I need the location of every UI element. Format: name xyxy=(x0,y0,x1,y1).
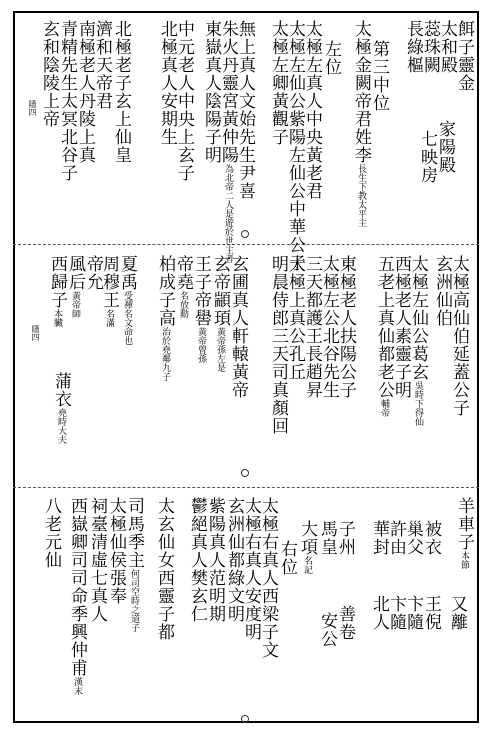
text-column: 太極仙侯張奉 xyxy=(106,497,126,605)
text-column: 王子帝嚳黃帝曾孫 xyxy=(191,255,211,363)
text-column: 右位 xyxy=(277,540,297,576)
annotation: 本節 xyxy=(459,551,469,569)
text-column: 太極左仙公葛玄吳時下得仙 xyxy=(408,255,428,426)
binding-hole xyxy=(241,469,249,477)
text-column: 西極老人素靈子明 xyxy=(391,255,411,399)
annotation: 輔帝 xyxy=(379,399,389,417)
text-column: 玄和陰陵上帝 xyxy=(39,20,59,128)
text-column: 太極左真人中央黃老君 xyxy=(302,20,322,200)
text-column: 太和殿 xyxy=(437,20,457,74)
annotation: 本臟 xyxy=(52,309,62,327)
text-column: 八老元仙 xyxy=(41,497,61,569)
text-column: 朱火丹靈宮黃仲陽為北帝二人是遊於世主者 xyxy=(218,20,238,263)
text-column: 太極右真人西梁子文 xyxy=(258,497,278,659)
text-column: 中元老人中央上玄子 xyxy=(174,20,194,182)
annotation: 何司空時之道子 xyxy=(129,569,139,632)
text-column: 蕊珠闕 xyxy=(420,20,440,74)
annotation: 為北帝二人是遊於世主者 xyxy=(223,164,233,263)
annotation: 堯時大夫 xyxy=(56,408,66,444)
text-column: 風后黃帝師 xyxy=(65,255,85,318)
text-column: 玄帝顓頊黃帝孫左是 xyxy=(210,255,230,372)
section-divider xyxy=(13,487,479,488)
text-column: 卞隨 xyxy=(403,595,423,631)
text-column: 太極金闕帝君姓李長生下教太平主 xyxy=(351,20,371,227)
text-column: 太極右真人安度明 xyxy=(241,497,261,641)
text-column: 玄圃真人軒轅黃帝 xyxy=(228,255,248,399)
text-column: 明晨侍郎三天司真顏回 xyxy=(268,255,288,435)
text-column: 東極老人扶陽公子 xyxy=(336,255,356,399)
text-column: 柏成子高治於堯鄰九子 xyxy=(155,255,175,381)
text-column: 長綠樞 xyxy=(403,20,423,74)
annotation: 名滿 xyxy=(104,309,114,327)
text-column: 善卷 xyxy=(335,605,355,641)
text-column: 羊車子本節 xyxy=(454,497,474,569)
text-column: 祠臺清虛七真人 xyxy=(87,497,107,623)
annotation: 長生下教太平主 xyxy=(356,164,366,227)
text-column: 五老上真仙都老公輔帝 xyxy=(374,255,394,417)
text-column: 西歸子本臟 xyxy=(47,255,67,327)
annotation: 治於堯鄰九子 xyxy=(160,327,170,381)
text-column: 太極高仙伯延蓋公子 xyxy=(449,255,469,417)
text-column: 許由 xyxy=(386,520,406,556)
annotation: 黃帝曾孫 xyxy=(196,327,206,363)
annotation: 吳時下得仙 xyxy=(413,381,423,426)
text-column: 帝允 xyxy=(83,255,103,291)
text-column: 被衣 xyxy=(421,520,441,556)
text-column: 太玄仙女西靈子都 xyxy=(154,497,174,641)
text-column: 西嶽卿司司命季興仲甫漢末 xyxy=(67,497,87,695)
text-column: 東嶽真人陰陽子明 xyxy=(201,20,221,164)
text-column: 紫陽真人范明期 xyxy=(205,497,225,623)
text-column: 玄洲仙都綠文明 xyxy=(224,497,244,623)
text-column: 北人 xyxy=(369,595,389,631)
text-column: 太極左公北谷先生 xyxy=(319,255,339,399)
page-mark: 隱四 xyxy=(28,100,37,116)
text-column: 太極左仙公紫陽左仙公中華公子 xyxy=(285,20,305,272)
text-column: 餌子靈金 xyxy=(454,20,474,92)
text-column: 子州 xyxy=(335,520,355,556)
text-column: 周穆王名滿 xyxy=(99,255,119,327)
annotation: 名放勳 xyxy=(178,291,188,318)
text-column: 華封 xyxy=(369,520,389,556)
annotation: 黃帝孫左是 xyxy=(215,327,225,372)
text-column: 帝堯名放勳 xyxy=(173,255,193,318)
text-column: 三天都護王長趙昇 xyxy=(302,255,322,399)
text-column: 北極真人安期生 xyxy=(157,20,177,146)
section-divider xyxy=(13,244,479,245)
binding-hole xyxy=(241,715,249,723)
text-column: 北極老子玄上仙皇 xyxy=(111,20,131,164)
text-column: 太極上真公孔丘 xyxy=(285,255,305,381)
text-column: 青精先生太冥北谷子 xyxy=(57,20,77,182)
text-column: 南極老人丹陵上真 xyxy=(75,20,95,164)
text-column: 馬皇 xyxy=(317,520,337,556)
text-column: 安公 xyxy=(317,612,337,648)
text-column: 玄洲仙伯 xyxy=(432,255,452,327)
text-column: 濟和天帝君 xyxy=(92,20,112,110)
text-column: 蒲衣堯時大夫 xyxy=(51,372,71,444)
text-column: 太極左卿黃觀子 xyxy=(268,20,288,146)
text-column: 七映房 xyxy=(417,130,437,184)
text-column: 左位 xyxy=(321,40,341,76)
text-column: 第三中位 xyxy=(369,40,389,112)
annotation: 黃帝師 xyxy=(70,291,80,318)
text-column: 大項名記 xyxy=(297,520,317,574)
annotation: 名記 xyxy=(302,556,312,574)
text-column: 卞隨 xyxy=(386,595,406,631)
text-column: 又離 xyxy=(447,595,467,631)
annotation: 受禪名文命也 xyxy=(122,291,132,345)
text-column: 王倪 xyxy=(421,595,441,631)
binding-hole xyxy=(241,230,249,238)
text-column: 鬱絕真人樊玄仁 xyxy=(187,497,207,623)
page-mark: 隱四 xyxy=(31,325,40,341)
text-column: 巢父 xyxy=(403,520,423,556)
text-column: 夏禹受禪名文命也 xyxy=(117,255,137,345)
text-column: 家陽殿 xyxy=(435,120,455,174)
annotation: 漢末 xyxy=(72,677,82,695)
text-column: 無上真人文始先生尹喜 xyxy=(235,20,255,200)
text-column: 司馬季主何司空時之道子 xyxy=(124,497,144,632)
